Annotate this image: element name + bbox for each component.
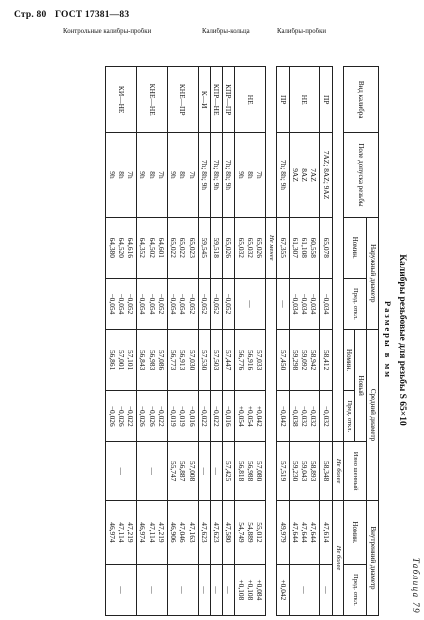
cell-kind: К—И	[198, 67, 210, 133]
cell-tol: 7h 8h 9h	[235, 133, 266, 217]
table-row	[289, 67, 320, 616]
cell-o-nom: 65,026 65,032 65,032	[235, 217, 266, 278]
cell-o-dev: −0,034 −0,034 −0,034	[289, 278, 320, 329]
cell-m-worn: 57,519	[277, 442, 289, 501]
cell-m-nom: 57,030 56,913 56,773	[167, 329, 198, 390]
col-outer: Наружный диаметр	[367, 217, 379, 329]
cell-kind: НЕ	[235, 67, 266, 133]
cell-o-dev: —	[277, 278, 289, 329]
cell-kind: КНЕ—ПР	[167, 67, 198, 133]
group-control: Контрольные калибры-пробки	[62, 28, 152, 35]
standard-code: ГОСТ 17381—83	[55, 10, 130, 20]
not-less-row	[266, 67, 277, 616]
cell-i-nom: 47,623	[198, 501, 210, 565]
cell-o-dev: −0,052	[223, 278, 235, 329]
col-middle: Средний диаметр	[367, 329, 379, 500]
cell-kind: ПР	[320, 67, 332, 133]
cell-o-nom: 64,616 64,520 64,380	[106, 217, 137, 278]
table-row	[235, 67, 266, 616]
col-inner-dev: Пред. откл.	[343, 564, 367, 615]
col-outer-dev: Пред. откл.	[343, 278, 367, 329]
cell-tol: 7h; 8h; 9h	[198, 133, 210, 217]
cell-o-dev: −0,034	[320, 278, 332, 329]
group-column	[24, 28, 379, 56]
cell-tol: 7h 8h 9h	[137, 133, 168, 217]
col-tolerance: Поле допуска резьбы	[343, 133, 378, 217]
cell-i-nom: 47,644 47,644 47,644	[289, 501, 320, 565]
table-row	[277, 67, 289, 616]
not-more-label-inner: Не более	[332, 501, 343, 616]
cell-i-dev: +0,084 +0,108 +0,108	[235, 564, 266, 615]
cell-m-dev: −0,022	[210, 391, 222, 442]
cell-tol: 7AZ; 8AZ; 9AZ	[320, 133, 332, 217]
cell-kind: НЕ	[289, 67, 320, 133]
cell-m-dev: +0,042 +0,054 +0,054	[235, 391, 266, 442]
page-header	[14, 10, 135, 20]
group-rings: Калибры-кольца	[202, 28, 250, 35]
cell-i-dev: —	[223, 564, 235, 615]
col-inner-nom: Номин.	[343, 501, 367, 565]
cell-o-dev: −0,052 −0,054 −0,054	[106, 278, 137, 329]
cell-m-nom: 58,942 59,092 59,298	[289, 329, 320, 390]
cell-o-nom: 60,558 61,108 61,307	[289, 217, 320, 278]
col-outer-nom: Номин.	[343, 217, 367, 278]
cell-m-nom: 57,450	[277, 329, 289, 390]
page-number: Стр. 80	[14, 10, 47, 20]
cell-i-nom: 49,979	[277, 501, 289, 565]
table-row	[106, 67, 137, 616]
col-middle-dev: Пред. откл.	[343, 391, 355, 442]
cell-i-nom: 47,580	[223, 501, 235, 565]
cell-i-dev: —	[320, 564, 332, 615]
cell-i-nom: 47,623	[210, 501, 222, 565]
cell-m-dev: −0,022 −0,026 −0,026	[137, 391, 168, 442]
cell-m-worn: 57,425	[223, 442, 235, 501]
cell-i-nom: 47,219 47,114 46,974	[106, 501, 137, 565]
table-row	[167, 67, 198, 616]
cell-m-dev: −0,032 −0,032 −0,038	[289, 391, 320, 442]
cell-m-dev: −0,042	[277, 391, 289, 442]
cell-m-nom: 57,033 56,916 56,776	[235, 329, 266, 390]
col-inner: Внутренний диаметр	[367, 501, 379, 616]
cell-o-dev: −0,052	[210, 278, 222, 329]
not-more-label: Не более	[332, 442, 343, 501]
cell-m-nom: 58,412	[320, 329, 332, 390]
col-kind: Вид калибра	[343, 67, 378, 133]
col-middle-worn: Изно шенный	[343, 442, 367, 501]
cell-kind: КПР—ПР	[223, 67, 235, 133]
cell-m-nom: 57,447	[223, 329, 235, 390]
cell-i-dev: —	[106, 564, 137, 615]
table-body	[106, 67, 332, 616]
cell-o-nom: 65,078	[320, 217, 332, 278]
cell-m-dev: −0,016 −0,019 −0,019	[167, 391, 198, 442]
cell-m-dev: −0,016	[223, 391, 235, 442]
table-row	[210, 67, 222, 616]
cell-tol: 7h; 8h; 9h	[277, 133, 289, 217]
cell-m-worn: —	[198, 442, 210, 501]
cell-m-nom: 57,503	[210, 329, 222, 390]
cell-m-nom: 57,101 57,001 56,861	[106, 329, 137, 390]
cell-m-worn: —	[106, 442, 137, 501]
cell-i-nom: 47,163 47,046 46,906	[167, 501, 198, 565]
cell-i-dev: —	[167, 564, 198, 615]
cell-m-nom: 57,530	[198, 329, 210, 390]
thread-gauge-table	[105, 66, 379, 616]
cell-o-dev: −0,052 −0,054 −0,054	[137, 278, 168, 329]
cell-tol: 7AZ 8AZ 9AZ	[289, 133, 320, 217]
cell-i-nom: 47,614	[320, 501, 332, 565]
cell-o-dev: −0,052	[198, 278, 210, 329]
table-title: Калибры резьбовые для резьбы S 65×10	[397, 254, 407, 426]
cell-m-worn: —	[137, 442, 168, 501]
cell-m-nom: 57,086 56,983 56,843	[137, 329, 168, 390]
cell-m-worn: —	[210, 442, 222, 501]
cell-o-nom: 64,601 64,502 64,352	[137, 217, 168, 278]
not-less-label: Не менее	[266, 217, 277, 278]
cell-o-dev: −0,052 −0,054 −0,054	[167, 278, 198, 329]
table-row	[320, 67, 332, 616]
cell-m-worn: 58,893 59,043 59,230	[289, 442, 320, 501]
cell-i-dev: —	[198, 564, 210, 615]
table-row	[137, 67, 168, 616]
cell-m-worn: 57,080 56,988 56,818	[235, 442, 266, 501]
cell-m-dev: −0,022	[198, 391, 210, 442]
rotated-table-block	[24, 28, 421, 620]
table-row	[223, 67, 235, 616]
cell-i-dev: +0,042	[277, 564, 289, 615]
cell-kind: КНЕ—НЕ	[137, 67, 168, 133]
cell-kind: КИ—НЕ	[106, 67, 137, 133]
cell-kind: КПР—НЕ	[210, 67, 222, 133]
cell-m-worn: 58,348	[320, 442, 332, 501]
cell-o-nom: 59,545	[198, 217, 210, 278]
cell-i-nom: 47,219 47,114 46,974	[137, 501, 168, 565]
cell-o-nom: 59,518	[210, 217, 222, 278]
cell-i-dev: —	[137, 564, 168, 615]
table-subtitle: Размеры в мм	[383, 300, 393, 380]
cell-tol: 7h 8h 9h	[167, 133, 198, 217]
cell-i-dev: —	[210, 564, 222, 615]
cell-o-dev: —	[235, 278, 266, 329]
cell-o-nom: 65,026	[223, 217, 235, 278]
cell-o-nom: 67,355	[277, 217, 289, 278]
cell-m-worn: 57,008 56,887 55,747	[167, 442, 198, 501]
cell-i-dev: —	[289, 564, 320, 615]
cell-tol: 7h; 8h; 9h	[223, 133, 235, 217]
table-row	[198, 67, 210, 616]
cell-o-nom: 65,023 65,022 65,022	[167, 217, 198, 278]
table-number: Таблица 79	[411, 557, 421, 614]
group-plugs: Калибры-пробки	[276, 28, 327, 35]
cell-tol: 7h; 8h; 9h	[210, 133, 222, 217]
col-middle-nom: Номин.	[343, 329, 355, 390]
cell-m-dev: −0,022 −0,026 −0,026	[106, 391, 137, 442]
cell-i-nom: 55,012 54,889 54,749	[235, 501, 266, 565]
col-middle-new: Новый	[355, 329, 367, 441]
cell-m-dev: −0,032	[320, 391, 332, 442]
cell-tol: 7h 8h 9h	[106, 133, 137, 217]
cell-kind: ПР	[277, 67, 289, 133]
